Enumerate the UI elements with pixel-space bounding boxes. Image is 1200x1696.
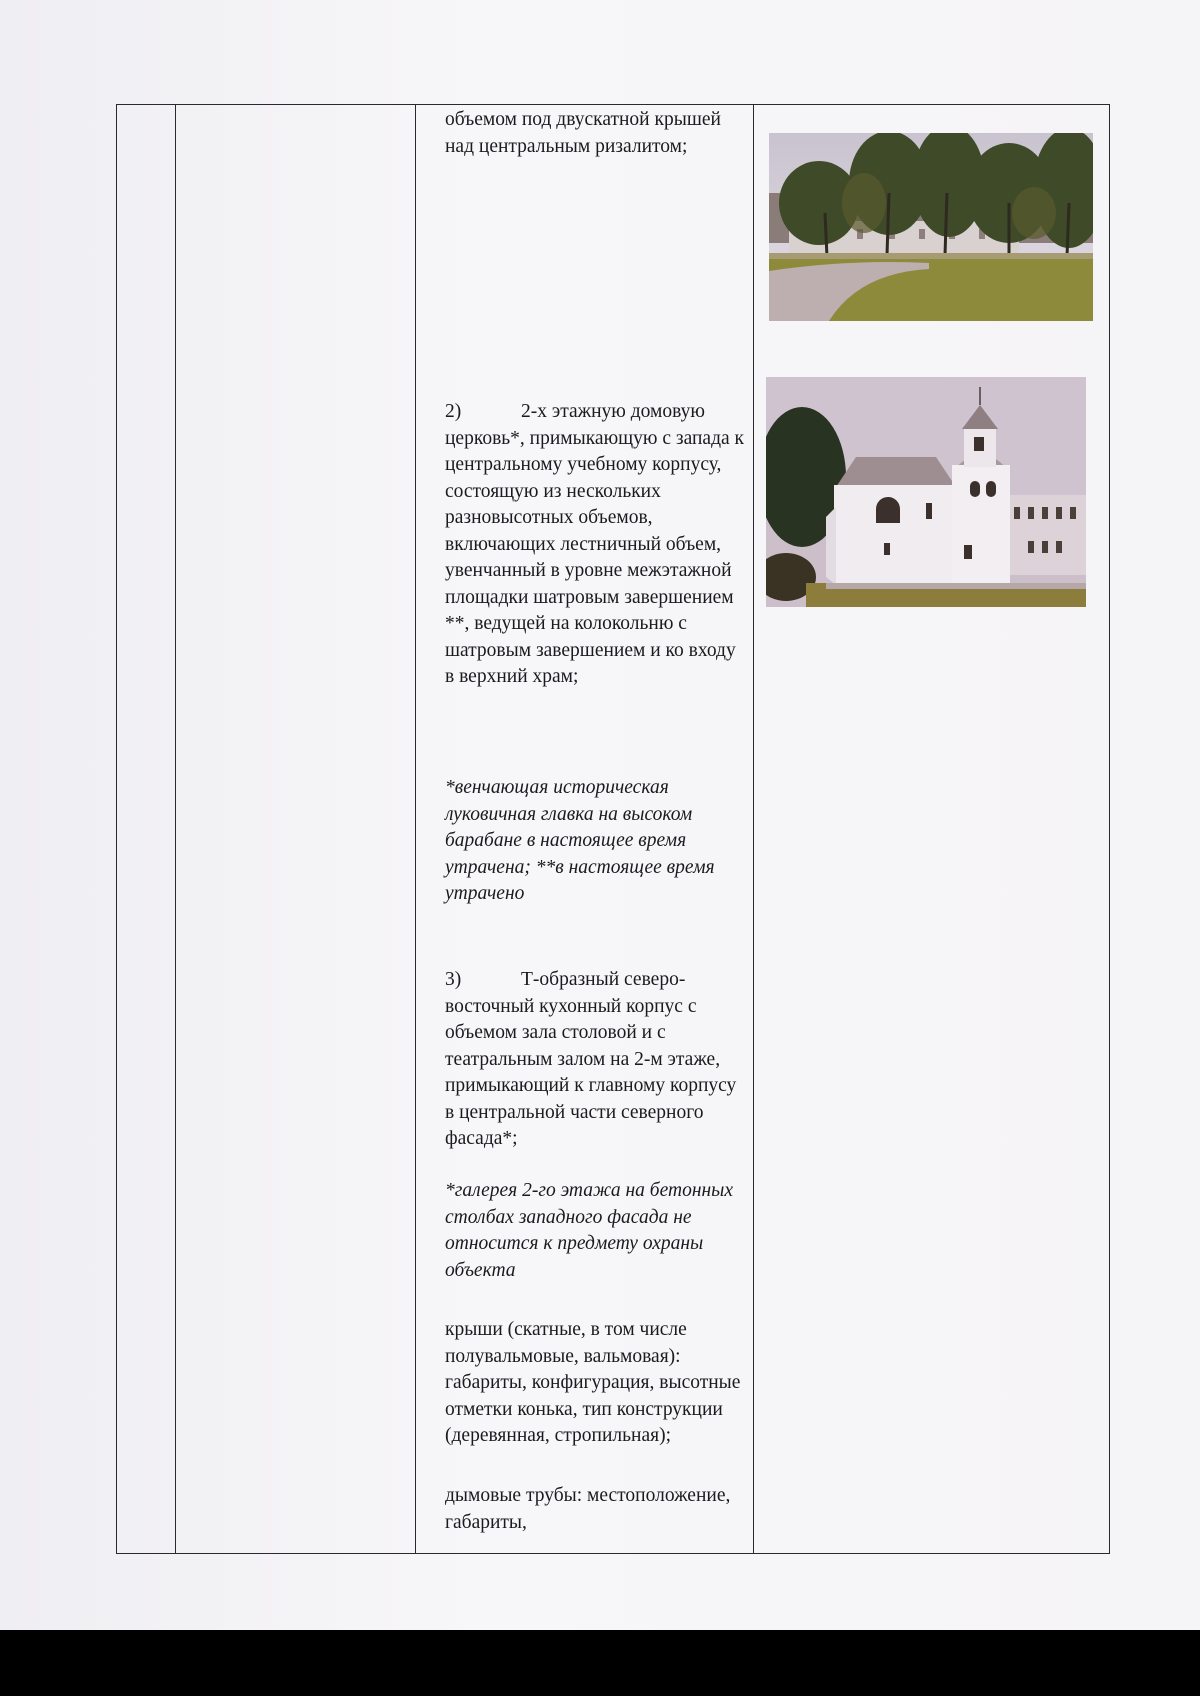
scan-bottom-edge [0,1630,1200,1696]
footnote-church: *венчающая историческая луковичная главка на высоком барабане в настоящее время утрачена; **в настоящее время утрачено [445,777,715,904]
footnote-gallery: *галерея 2-го этажа на бетонных столбах западного фасада не относится к предмету охраны объекта [445,1180,734,1281]
paragraph-house-church [445,399,745,691]
paragraph-kitchen-building [445,967,745,1153]
column-divider-3 [753,105,754,1553]
photo-house-church [766,377,1086,607]
park-building-photo [769,133,1093,321]
item-text: Т-образный северо-восточный кухонный корпус с объемом зала столовой и с театральным залом на 2-м этаже, примыкающий к главному корпусу в центральной части северного фасада*; [445,969,737,1149]
column-divider-1 [175,105,176,1553]
item-text: 2-х этажную домовую церковь*, примыкающую с запада к центральному учебному корпусу, состоящую из нескольких разновысотных объемов, включающих лестничный объем, увенчанный в уровне межэтажной площадки шатровым завершением **, ведущей на колокольню с шатровым завершением и ко входу в верхний храм; [445,401,744,687]
column-divider-2 [415,105,416,1553]
photo-park-view [769,133,1093,321]
paragraph-roofs: крыши (скатные, в том числе полувальмовые, вальмовая): габариты, конфигурация, высотные отметки конька, тип конструкции (деревянная, стропильная); [445,1319,741,1446]
description-column [431,105,753,1553]
item-number: 3) [445,969,462,990]
church-photo [766,377,1086,607]
paragraph-central-risalit: объемом под двускатной крышей над центральным ризалитом; [445,109,721,157]
item-number: 2) [445,401,462,422]
protection-subject-table [116,104,1110,1554]
paragraph-chimneys: дымовые трубы: местоположение, габариты, [445,1485,731,1533]
